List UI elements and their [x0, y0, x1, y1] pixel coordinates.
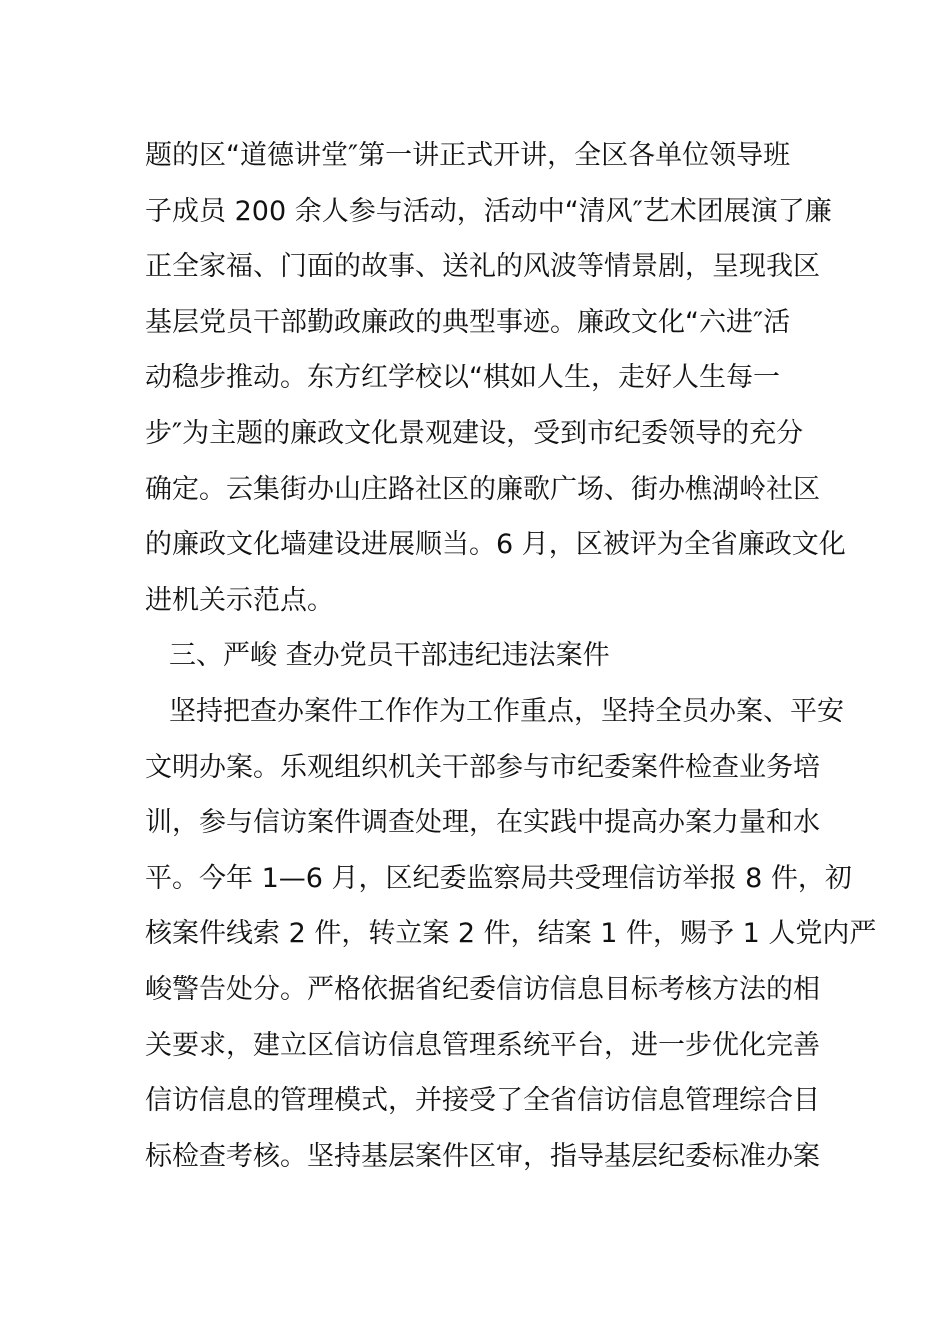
paragraph-line: 峻警告处分。严格依据省纪委信访信息目标考核方法的相: [145, 973, 820, 1005]
paragraph-line: 关要求，建立区信访信息管理系统平台，进一步优化完善: [145, 1029, 820, 1061]
paragraph-line: 题的区“道德讲堂″第一讲正式开讲，全区各单位领导班: [145, 140, 791, 171]
paragraph-line: 动稳步推动。东方红学校以“棋如人生，走好人生每一: [145, 362, 780, 394]
paragraph-line: 正全家福、门面的故事、送礼的风波等情景剧，呈现我区: [145, 251, 820, 283]
section-heading: 三、严峻 查办党员干部违纪违法案件: [169, 640, 610, 672]
paragraph-line: 坚持把查办案件工作作为工作重点，坚持全员办案、平安: [169, 695, 844, 727]
paragraph-line: 信访信息的管理模式，并接受了全省信访信息管理综合目: [145, 1085, 820, 1117]
document-body: [145, 128, 877, 1184]
paragraph-line: 确定。云集街办山庄路社区的廉歌广场、街办樵湖岭社区: [145, 473, 820, 505]
paragraph-line: 训，参与信访案件调查处理，在实践中提高办案力量和水: [145, 807, 820, 839]
paragraph-line: 子成员 200 余人参与活动，活动中“清风″艺术团展演了廉: [145, 195, 832, 227]
paragraph-line: 平。今年 1—6 月，区纪委监察局共受理信访举报 8 件，初: [145, 862, 852, 894]
paragraph-line: 标检查考核。坚持基层案件区审，指导基层纪委标准办案: [145, 1140, 820, 1172]
paragraph-line: 步″为主题的廉政文化景观建设，受到市纪委领导的充分: [145, 417, 804, 449]
paragraph-line: 基层党员干部勤政廉政的典型事迹。廉政文化“六进″活: [145, 306, 791, 338]
paragraph-line: 文明办案。乐观组织机关干部参与市纪委案件检查业务培: [145, 751, 820, 783]
paragraph-line: 进机关示范点。: [145, 584, 334, 616]
paragraph-line: 的廉政文化墙建设进展顺当。6 月，区被评为全省廉政文化: [145, 529, 846, 561]
paragraph-line: 核案件线索 2 件，转立案 2 件，结案 1 件，赐予 1 人党内严: [145, 918, 877, 950]
